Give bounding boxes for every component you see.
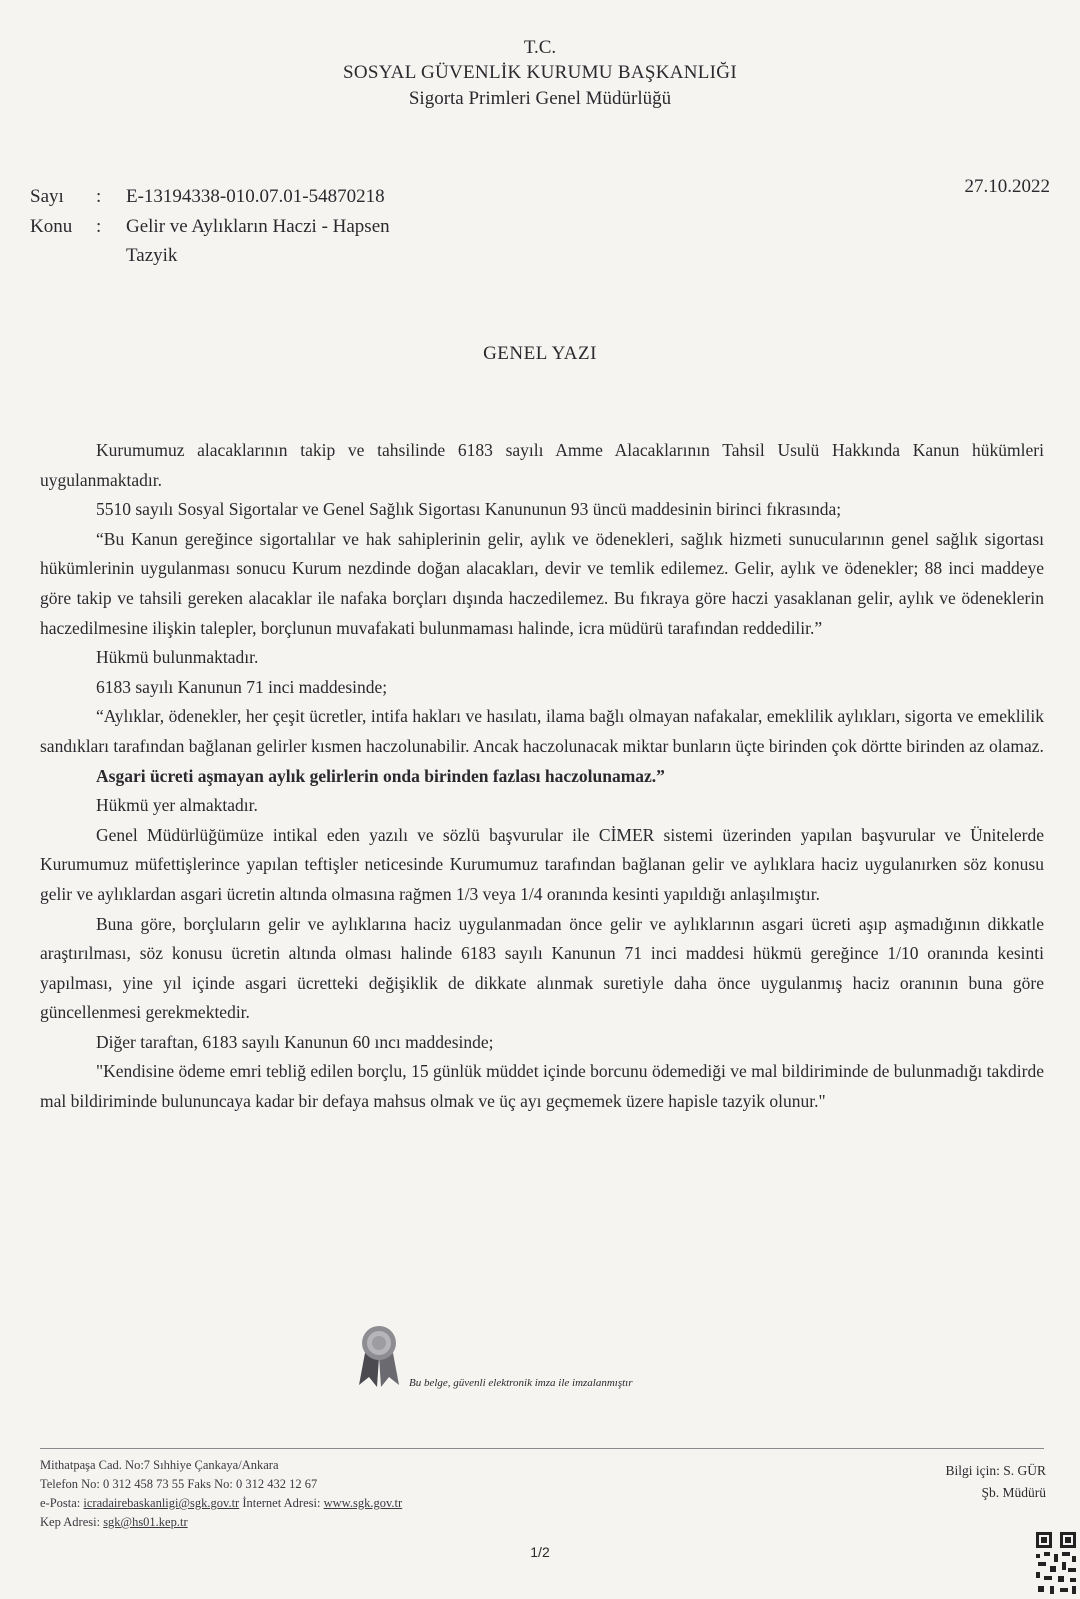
signature-note: Bu belge, güvenli elektronik imza ile imzalanmıştır [409,1377,633,1389]
paragraph-hukmu-2: Hükmü yer almaktadır. [96,795,258,816]
header-tc: T.C. [523,37,557,58]
konu-value-line1: Gelir ve Aylıkların Haczi - Hapsen [126,216,390,237]
footer-phone-row [40,1475,402,1494]
footer-email-row [40,1494,402,1513]
phone-label: Telefon No: [40,1477,100,1491]
footer-kep-row [40,1513,402,1532]
quote-5510: “Bu Kanun gereğince sigortalılar ve hak sahiplerinin gelir, aylık ve ödenekleri, sağlık hizmeti sunucularının genel sağlık sigortası hükümlerinin uygulanması sonucu Kurum nezdinde doğan alacakları, devir ve temlik edilemez. Gelir, aylık ve ödenekler; 88 inci maddeye göre takip ve tahsili gereken alacaklar ile nafaka borçları dışında haczedilemez. Bu fıkraya göre haczi yasaklanan gelir, aylık ve ödeneklerin haczedilmesine ilişkin talepler, borçlunun muvafakati bulunmaması halinde, icra müdürü tarafından reddedilir.” [40,528,1044,638]
email-link[interactable]: icradairebaskanligi@sgk.gov.tr [83,1496,240,1510]
footer-divider [40,1448,1044,1449]
paragraph-hukmu-1: Hükmü bulunmaktadır. [96,647,259,668]
kep-label: Kep Adresi: [40,1515,101,1529]
konu-row [30,216,390,238]
sayi-row [30,186,385,208]
quote-6183-60: "Kendisine ödeme emri tebliğ edilen borçlu, 15 günlük müddet içinde borcunu ödemediği ve mal bildiriminde de bulunmadığı takdirde mal bildiriminde bulununcaya kadar bir defaya mahsus olmak ve üç ayı geçmemek üzere hapisle tazyik olunur." [40,1061,1044,1112]
sayi-value: E-13194338-010.07.01-54870218 [126,186,385,207]
qr-code-icon [1032,1528,1080,1599]
paragraph-1: Kurumumuz alacaklarının takip ve tahsilinde 6183 sayılı Amme Alacaklarının Tahsil Usulü Hakkında Kanun hükümleri uygulanmaktadır. [40,440,1044,490]
signature-seal-icon [357,1323,401,1387]
konu-colon: : [96,216,102,237]
info-contact [945,1460,1046,1504]
fax-label: Faks No: [187,1477,233,1491]
kep-link[interactable]: sgk@hs01.kep.tr [103,1515,188,1529]
quote-asgari-bold: Asgari ücreti aşmayan aylık gelirlerin onda birinden fazlası haczolunamaz.” [96,765,665,786]
info-contact-title: Şb. Müdürü [981,1485,1046,1500]
header-institution: SOSYAL GÜVENLİK KURUMU BAŞKANLIĞI [343,62,737,83]
sayi-colon: : [96,186,102,207]
paragraph-cimer: Genel Müdürlüğümüze intikal eden yazılı ve sözlü başvurular ile CİMER sistemi üzerinden yapılan başvurular ve Ünitelerde Kurumumuz müfettişlerince yapılan teftişler neticesinde Kurumumuz tarafından bağlanan gelir ve aylıklara haciz uygulanırken söz konusu gelir ve aylıklardan asgari ücretin altında olmasına rağmen 1/3 veya 1/4 oranında kesinti yapıldığı anlaşılmıştır. [40,824,1044,904]
paragraph-6183-71: 6183 sayılı Kanunun 71 inci maddesinde; [96,676,388,697]
konu-label: Konu [30,216,73,237]
header-department: Sigorta Primleri Genel Müdürlüğü [408,88,672,109]
web-label: İnternet Adresi: [242,1496,321,1510]
email-label: e-Posta: [40,1496,81,1510]
info-contact-name: Bilgi için: S. GÜR [945,1463,1046,1478]
paragraph-6183-60: Diğer taraftan, 6183 sayılı Kanunun 60 ıncı maddesinde; [96,1031,494,1052]
phone-value: 0 312 458 73 55 [103,1477,185,1491]
document-date: 27.10.2022 [964,176,1050,197]
document-body [40,436,1044,1117]
page-number: 1/2 [530,1544,550,1560]
paragraph-2: 5510 sayılı Sosyal Sigortalar ve Genel Sağlık Sigortası Kanununun 93 üncü maddesinin birinci fıkrasında; [96,499,842,520]
fax-value: 0 312 432 12 67 [236,1477,318,1491]
konu-value-line2: Tazyik [126,245,178,266]
paragraph-buna-gore: Buna göre, borçluların gelir ve aylıklarına haciz uygulanmadan önce gelir ve aylıklarının asgari ücreti aşıp aşmadığının dikkatle araştırılması, söz konusu ücretin altında olması halinde 6183 sayılı Kanunun 71 inci maddesi hükmü gereğince 1/10 oranında kesinti yapılması, yine yıl içinde asgari ücretteki değişiklik de dikkate alınmak suretiyle daha önce uygulanmış haciz oranının buna göre güncellenmesi gerekmektedir. [40,913,1044,1023]
document-title: GENEL YAZI [483,343,597,364]
sayi-label: Sayı [30,186,64,207]
quote-6183-71: “Aylıklar, ödenekler, her çeşit ücretler, intifa hakları ve hasılatı, ilama bağlı olmayan nafakalar, emeklilik aylıkları, sigorta ve emeklilik sandıkları tarafından bağlanan gelirler kısmen haczolunabilir. Ancak haczolunacak miktar bunların üçte birinden çok dörtte birinden az olamaz. [40,706,1044,756]
footer-address: Mithatpaşa Cad. No:7 Sıhhiye Çankaya/Ankara [40,1458,279,1472]
web-link[interactable]: www.sgk.gov.tr [323,1496,403,1510]
footer-contact [40,1456,402,1532]
